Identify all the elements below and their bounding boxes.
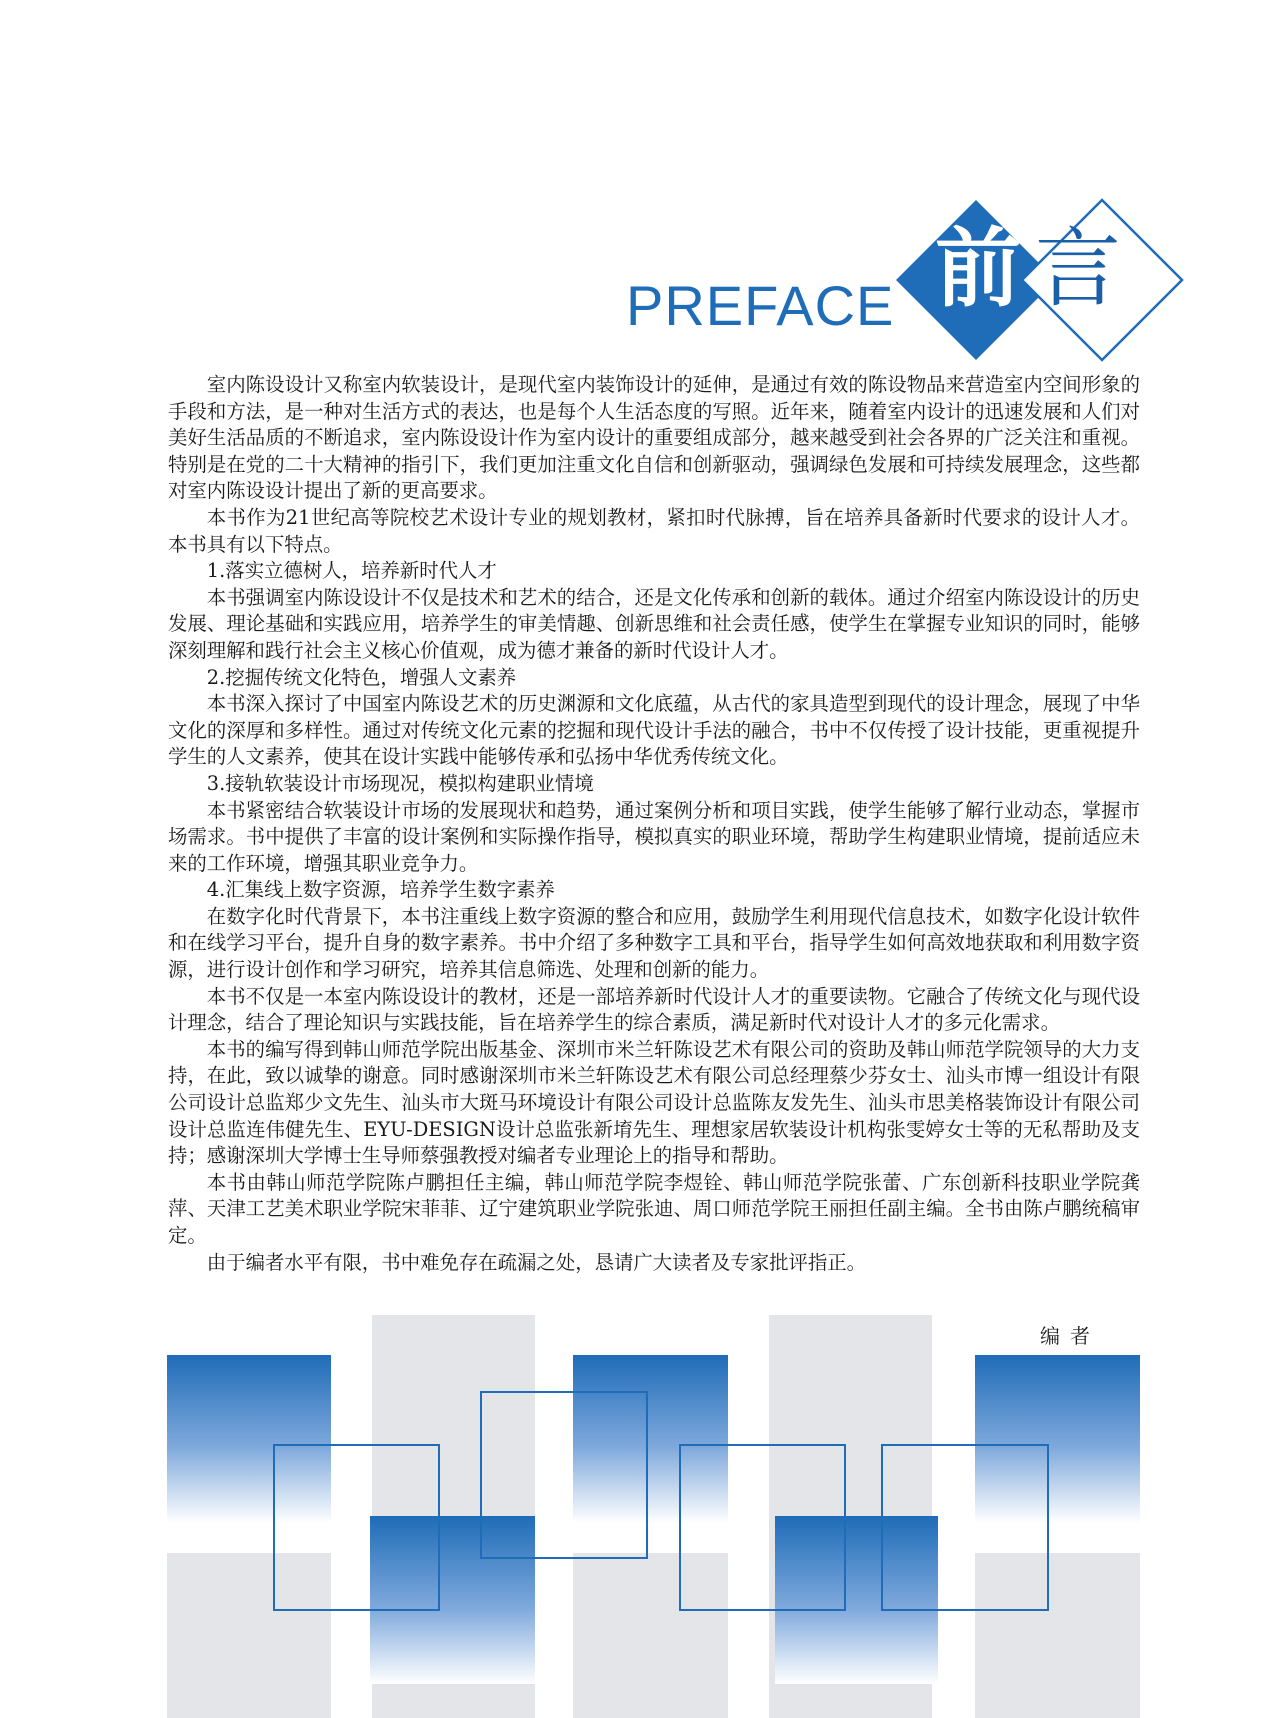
paragraph: 室内陈设设计又称室内软装设计，是现代室内装饰设计的延伸，是通过有效的陈设物品来营造室内空间形象的手段和方法，是一种对生活方式的表达，也是每个人生活态度的写照。近年来，随着室内设计的迅速发展和人们对美好生活品质的不断追求，室内陈设设计作为室内设计的重要组成部分，越来越受到社会各界的广泛关注和重视。特别是在党的二十大精神的指引下，我们更加注重文化自信和创新驱动，强调绿色发展和可持续发展理念，这些都对室内陈设设计提出了新的更高要求。	[168, 373, 1140, 503]
paragraph: 本书作为21世纪高等院校艺术设计专业的规划教材，紧扣时代脉搏，旨在培养具备新时代要求的设计人才。本书具有以下特点。	[168, 505, 1140, 556]
paragraph: 本书强调室内陈设设计不仅是技术和艺术的结合，还是文化传承和创新的载体。通过介绍室内陈设设计的历史发展、理论基础和实践应用，培养学生的审美情趣、创新思维和社会责任感，使学生在掌握专业知识的同时，能够深刻理解和践行社会主义核心价值观，成为德才兼备的新时代设计人才。	[168, 585, 1140, 662]
preface-english-title: PREFACE	[626, 274, 895, 337]
author-signature: 编者	[1040, 1324, 1100, 1348]
section-heading: 1.落实立德树人，培养新时代人才	[206, 559, 497, 583]
section-heading: 2.挖掘传统文化特色，增强人文素养	[206, 665, 517, 689]
paragraph: 本书不仅是一本室内陈设设计的教材，还是一部培养新时代设计人才的重要读物。它融合了传统文化与现代设计理念，结合了理论知识与实践技能，旨在培养学生的综合素质，满足新时代对设计人才的多元化需求。	[168, 984, 1140, 1035]
paragraph: 在数字化时代背景下，本书注重线上数字资源的整合和应用，鼓励学生利用现代信息技术，如数字化设计软件和在线学习平台，提升自身的数字素养。书中介绍了多种数字工具和平台，指导学生如何高效地获取和利用数字资源，进行设计创作和学习研究，培养其信息筛选、处理和创新的能力。	[168, 904, 1140, 982]
paragraph: 本书由韩山师范学院陈卢鹏担任主编，韩山师范学院李煜铨、韩山师范学院张蕾、广东创新科技职业学院龚萍、天津工艺美术职业学院宋菲菲、辽宁建筑职业学院张迪、周口师范学院王丽担任副主编。全书由陈卢鹏统稿审定。	[168, 1170, 1140, 1247]
paragraph: 本书紧密结合软装设计市场的发展现状和趋势，通过案例分析和项目实践，使学生能够了解行业动态，掌握市场需求。书中提供了丰富的设计案例和实际操作指导，模拟真实的职业环境，帮助学生构建职业情境，提前适应未来的工作环境，增强其职业竞争力。	[168, 798, 1140, 875]
paragraph: 本书深入探讨了中国室内陈设艺术的历史渊源和文化底蕴，从古代的家具造型到现代的设计理念，展现了中华文化的深厚和多样性。通过对传统文化元素的挖掘和现代设计手法的融合，书中不仅传授了设计技能，更重视提升学生的人文素养，使其在设计实践中能够传承和弘扬中华优秀传统文化。	[168, 692, 1140, 769]
title-char-qian: 前	[935, 219, 1021, 319]
paragraph: 本书的编写得到韩山师范学院出版基金、深圳市米兰轩陈设艺术有限公司的资助及韩山师范学院领导的大力支持，在此，致以诚挚的谢意。同时感谢深圳市米兰轩陈设艺术有限公司总经理蔡少芬女士、汕头市博一组设计有限公司设计总监郑少文先生、汕头市大斑马环境设计有限公司设计总监陈友发先生、汕头市思美格装饰设计有限公司设计总监连伟健先生、EYU-DESIGN设计总监张新堉先生、理想家居软装设计机构张雯婷女士等的无私帮助及支持；感谢深圳大学博士生导师蔡强教授对编者专业理论上的指导和帮助。	[168, 1037, 1140, 1168]
section-heading: 4.汇集线上数字资源，培养学生数字素养	[206, 878, 555, 902]
section-heading: 3.接轨软装设计市场现况，模拟构建职业情境	[206, 771, 594, 795]
title-char-yan: 言	[1035, 219, 1121, 319]
paragraph: 由于编者水平有限，书中难免存在疏漏之处，恳请广大读者及专家批评指正。	[206, 1250, 867, 1274]
